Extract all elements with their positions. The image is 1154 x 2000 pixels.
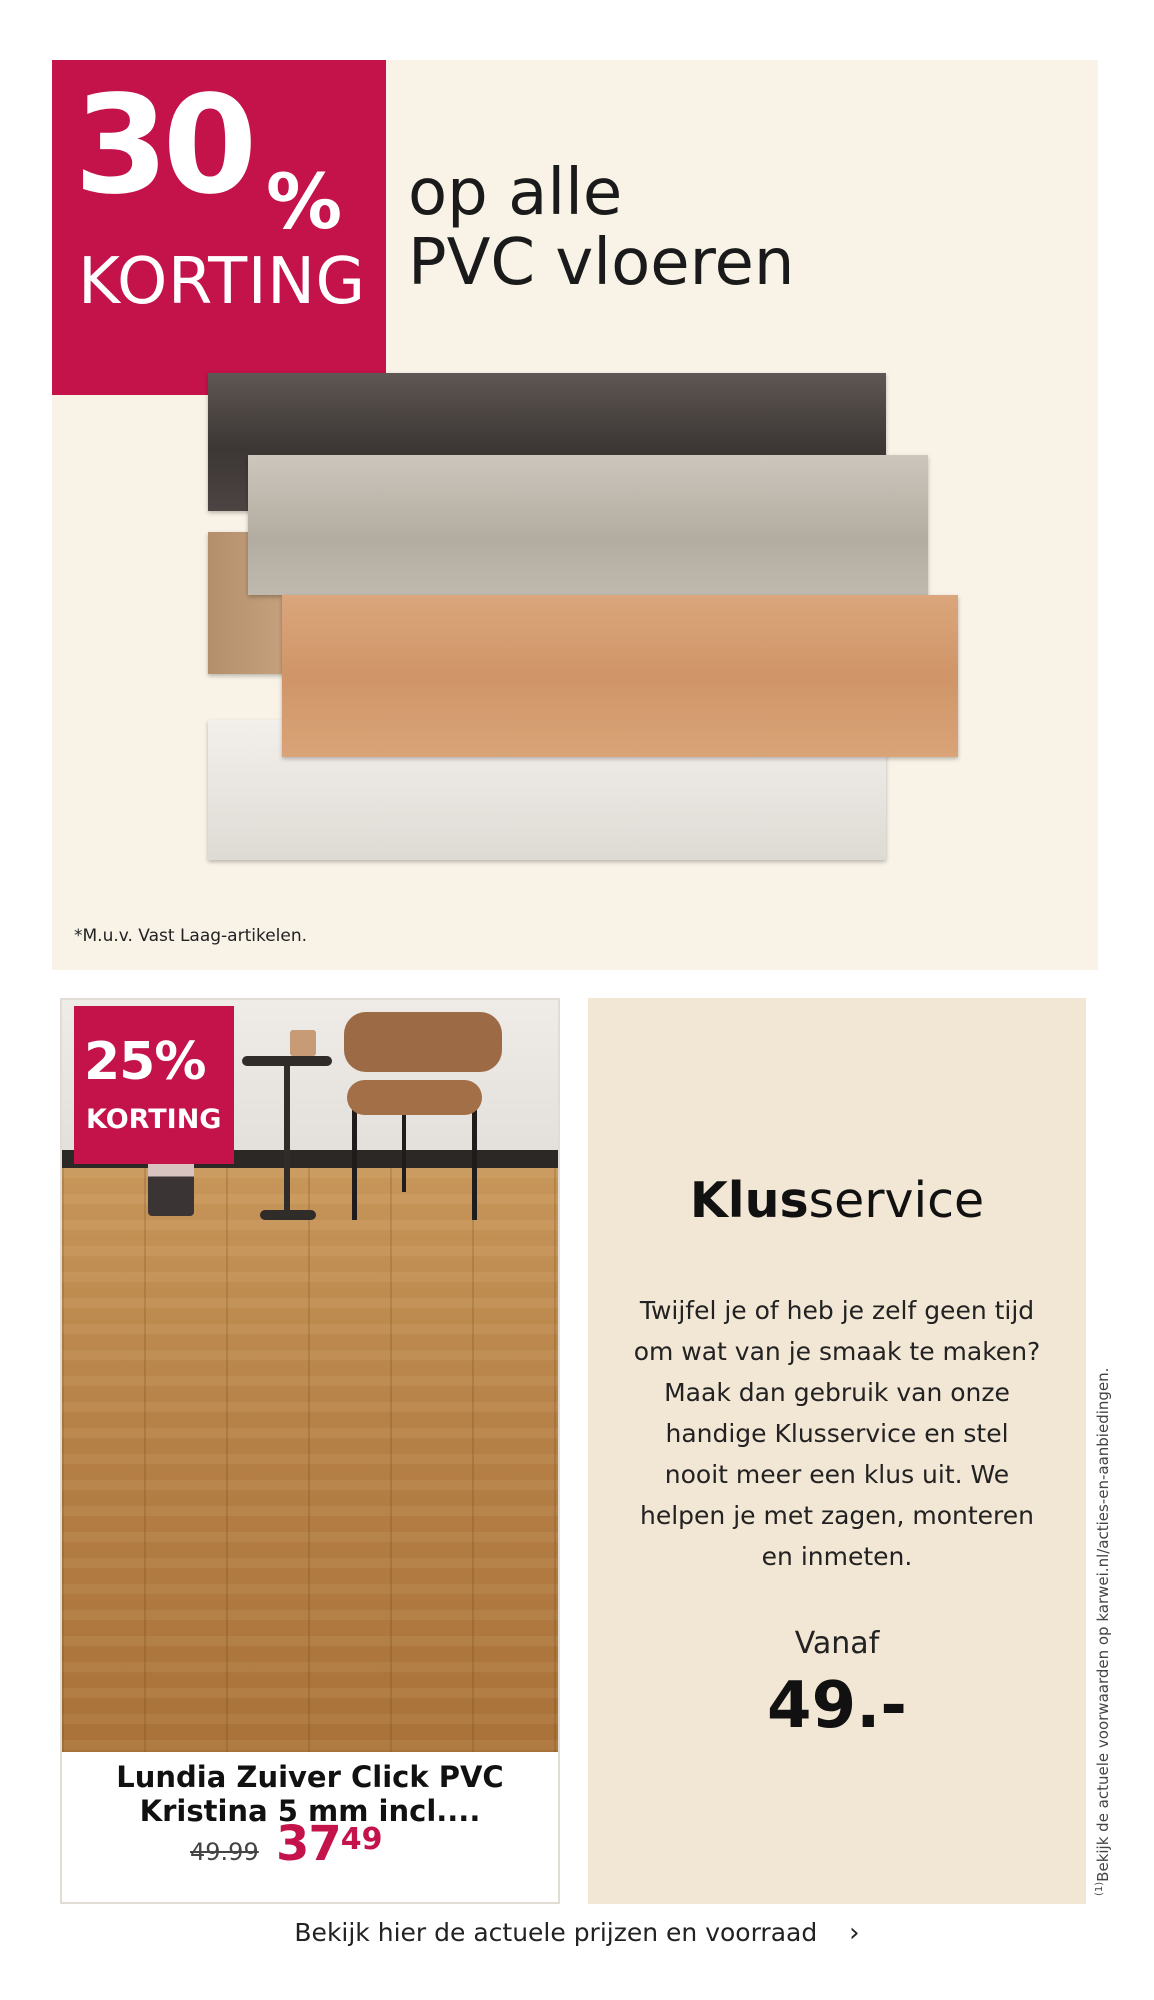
photo-mug [290,1030,316,1056]
product-card[interactable] [60,998,560,1904]
product-price-cents: 49 [340,1822,383,1857]
photo-chair-seat [347,1080,482,1115]
photo-chair-back [344,1012,502,1072]
photo-side-table [284,1064,290,1214]
photo-chair-leg [352,1110,357,1220]
photo-side-table-top [242,1056,332,1066]
klusservice-from-label: Vanaf [794,1626,880,1661]
klusservice-title [588,1172,1086,1229]
chevron-right-icon: › [849,1918,860,1948]
hero-headline-line1: op alle [408,156,623,230]
product-discount-label: KORTING [86,1104,222,1135]
product-image[interactable] [62,1000,558,1752]
product-discount-badge [74,1006,234,1164]
klusservice-title-bold: Klus [689,1172,809,1229]
discount-percent-sign: % [266,157,343,246]
discount-label: KORTING [78,245,366,319]
product-title-line1: Lundia Zuiver Click PVC [116,1760,504,1794]
klusservice-title-light: service [808,1172,985,1229]
klusservice-price: 49.- [767,1669,907,1743]
discount-badge [52,60,386,395]
hero-banner [52,60,1098,970]
floor-plank-image [248,455,928,595]
product-old-price: 49.99 [190,1838,259,1866]
floor-plank-image [282,595,958,757]
klusservice-card[interactable] [588,998,1086,1904]
prices-and-stock-link[interactable] [0,1918,1154,1948]
side-disclaimer-text [1094,1368,1112,1896]
product-price-euros: 37 [276,1816,341,1872]
photo-chair-leg [402,1112,406,1192]
product-discount-number: 25% [84,1032,206,1092]
discount-number: 30 [74,67,252,225]
product-price [276,1816,383,1872]
hero-headline [408,158,794,298]
side-disclaimer-marker: (1) [1094,1881,1105,1896]
photo-wood-floor [62,1168,558,1752]
prices-and-stock-link-label: Bekijk hier de actuele prijzen en voorraad [294,1918,818,1947]
hero-headline-line2: PVC vloeren [408,226,795,300]
klusservice-description: Twijfel je of heb je zelf geen tijd om wat van je smaak te maken? Maak dan gebruik van onze handige Klusservice en stel nooit meer een klus uit. We helpen je met zagen, monteren en inmeten. [633,1296,1041,1571]
product-title-line2: Kristina 5 mm incl.... [139,1794,481,1828]
photo-chair-leg [472,1110,477,1220]
side-disclaimer-body: Bekijk de actuele voorwaarden op karwei.nl/acties-en-aanbiedingen. [1094,1367,1112,1882]
hero-footnote: *M.u.v. Vast Laag-artikelen. [74,926,308,946]
photo-side-table-base [260,1210,316,1220]
